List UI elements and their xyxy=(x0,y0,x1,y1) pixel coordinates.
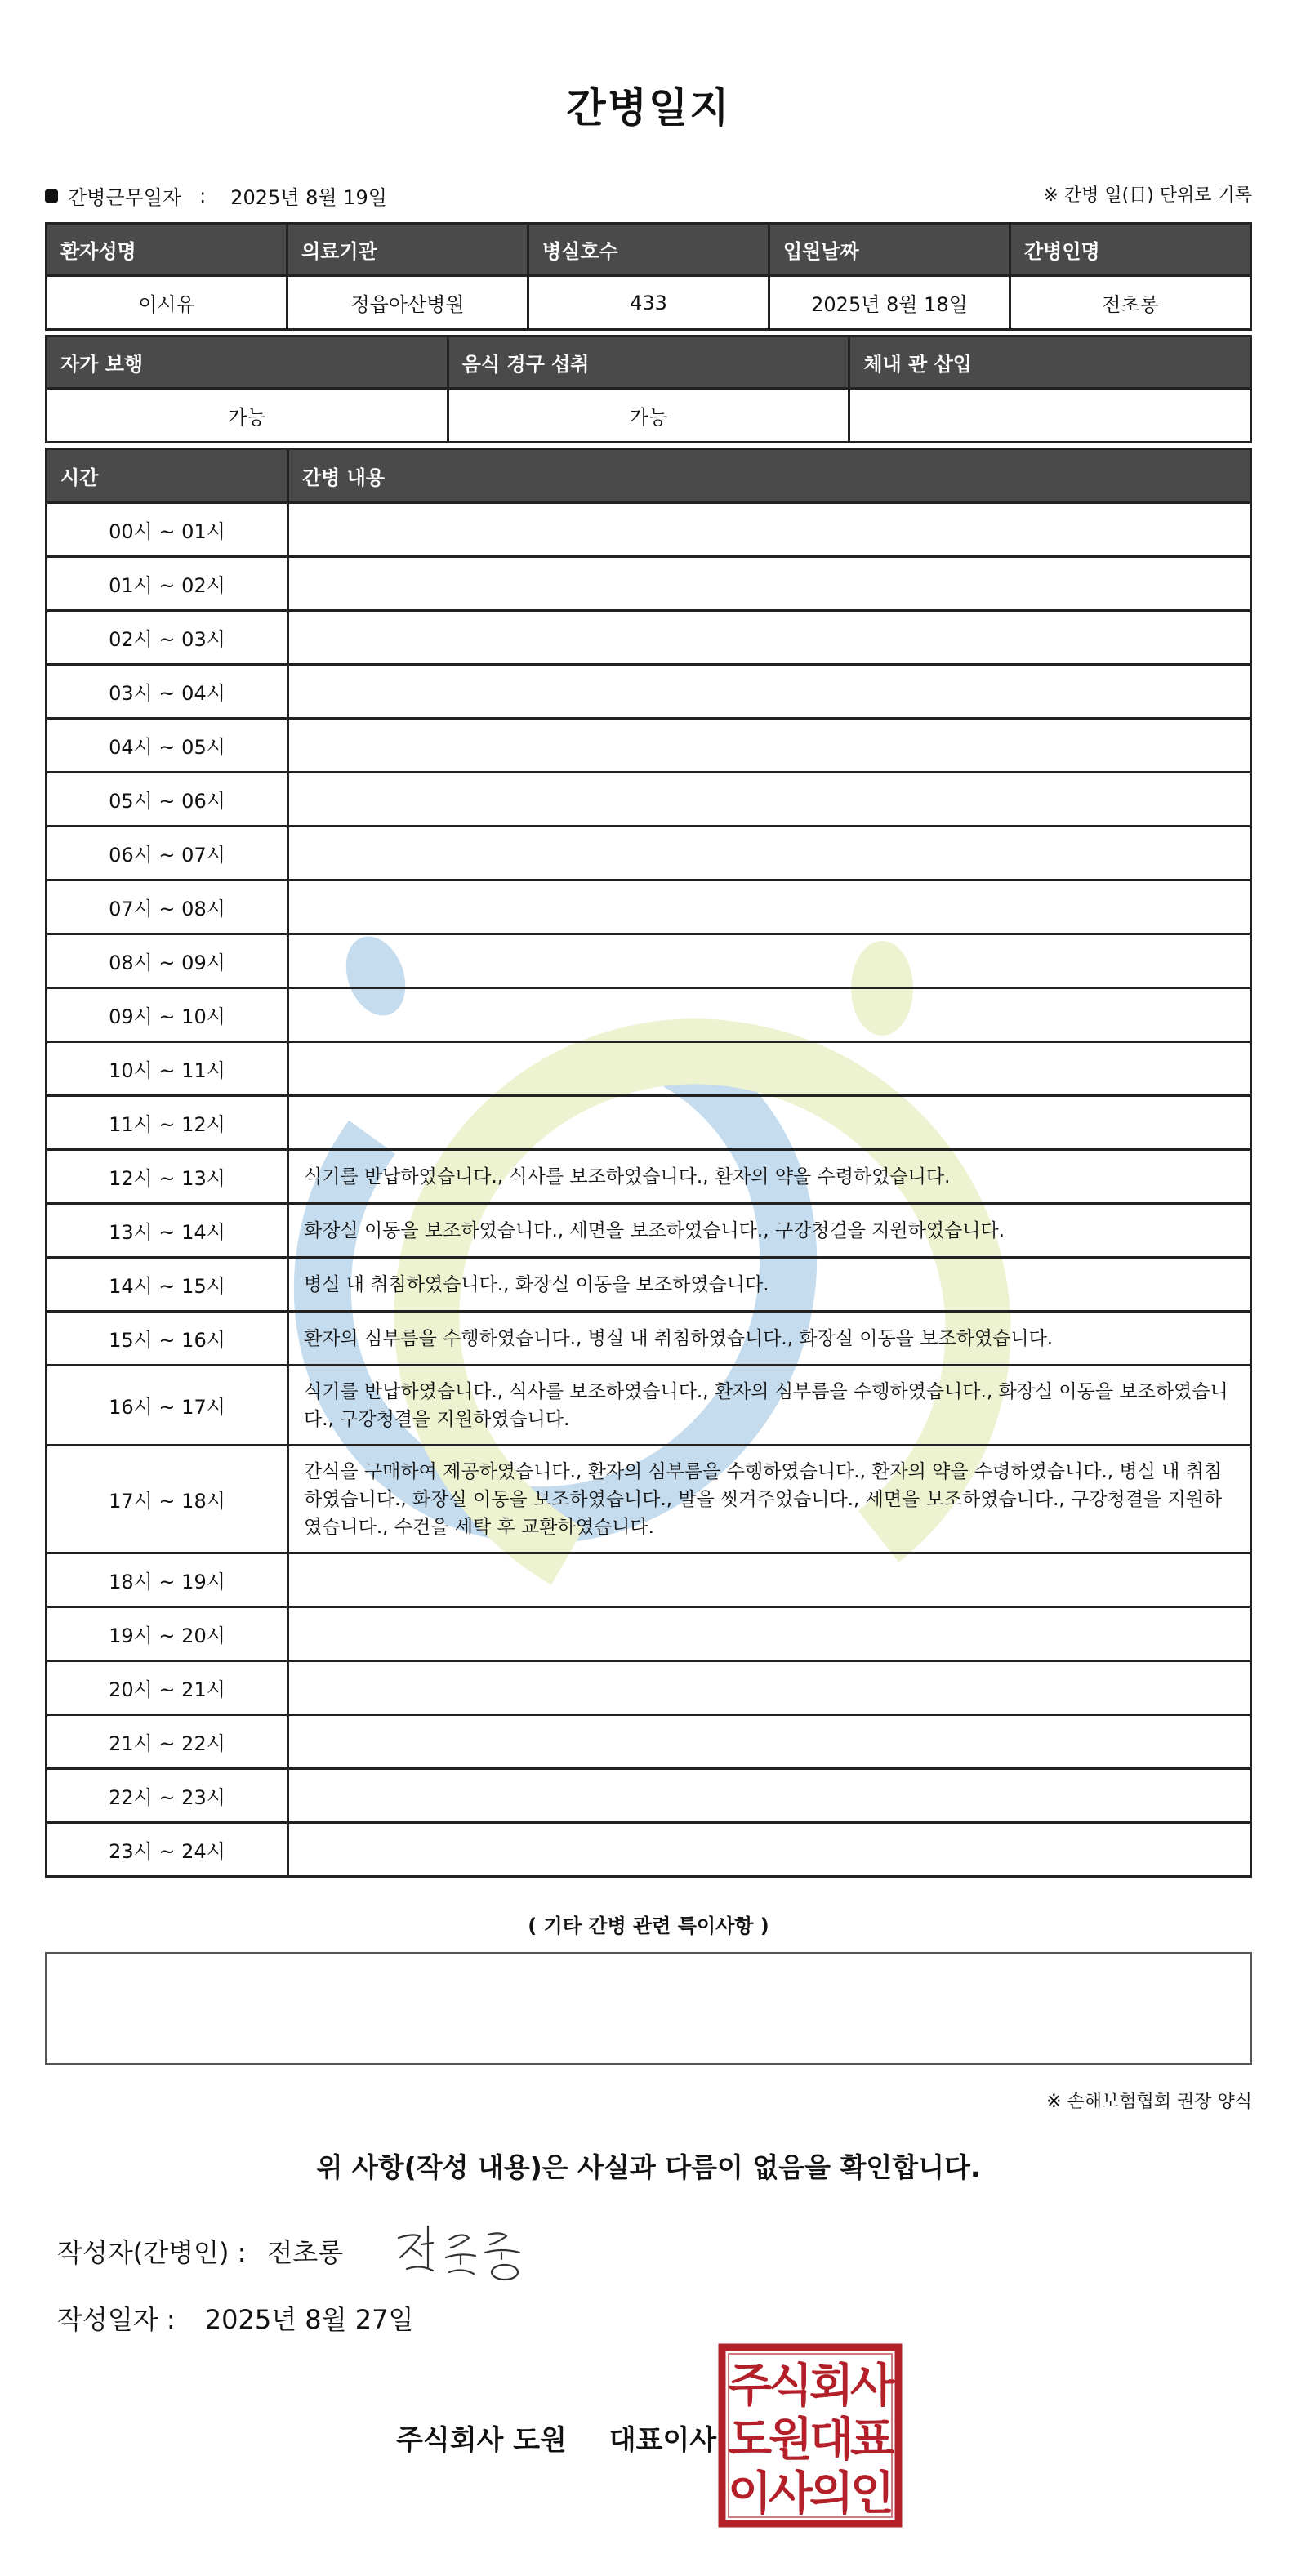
log-row xyxy=(47,1204,1251,1258)
work-date-colon: : xyxy=(199,184,207,207)
log-row-content xyxy=(288,1553,1251,1607)
log-row-time: 17시 ~ 18시 xyxy=(47,1446,288,1553)
log-row-time: 18시 ~ 19시 xyxy=(47,1553,288,1607)
log-row-content xyxy=(288,934,1251,988)
log-row xyxy=(47,1096,1251,1150)
log-row-content xyxy=(288,719,1251,773)
written-date-line xyxy=(57,2299,413,2337)
log-header-row xyxy=(47,449,1251,503)
log-row xyxy=(47,719,1251,773)
log-row xyxy=(47,1042,1251,1096)
log-row-content xyxy=(288,611,1251,665)
log-row xyxy=(47,1366,1251,1446)
unit-note: ※ 간병 일(日) 단위로 기록 xyxy=(1043,185,1252,206)
log-row-time: 20시 ~ 21시 xyxy=(47,1661,288,1715)
seal-char: 주 xyxy=(727,2360,773,2413)
log-row-content xyxy=(288,1096,1251,1150)
log-row-content xyxy=(288,1607,1251,1661)
seal-char: 사 xyxy=(849,2360,895,2413)
seal-char: 표 xyxy=(849,2413,895,2467)
header-hospital: 의료기관 xyxy=(287,224,528,276)
value-patient-name: 이시유 xyxy=(47,276,287,330)
log-row-content xyxy=(288,665,1251,719)
header-caregiver-name: 간병인명 xyxy=(1010,224,1251,276)
log-body xyxy=(47,503,1251,1877)
seal-char: 사 xyxy=(768,2467,813,2520)
seal-char: 도 xyxy=(727,2413,773,2467)
header-room: 병실호수 xyxy=(528,224,769,276)
status-header-row xyxy=(47,336,1251,389)
log-row xyxy=(47,1312,1251,1366)
patient-info-table xyxy=(45,222,1252,331)
log-row xyxy=(47,557,1251,611)
value-self-walking: 가능 xyxy=(47,389,448,443)
log-row-content xyxy=(288,503,1251,557)
log-row-time: 13시 ~ 14시 xyxy=(47,1204,288,1258)
log-row xyxy=(47,934,1251,988)
seal-char: 인 xyxy=(849,2467,895,2520)
header-oral-intake: 음식 경구 섭취 xyxy=(448,336,849,389)
log-row xyxy=(47,1823,1251,1877)
log-row xyxy=(47,503,1251,557)
log-row-content xyxy=(288,1715,1251,1769)
log-row-content: 간식을 구매하여 제공하였습니다., 환자의 심부름을 수행하였습니다., 환자의 약을 수령하였습니다., 병실 내 취침하였습니다., 화장실 이동을 보조하였습니다., 발을 씻겨주었습니다., 세면을 보조하였습니다., 구강청결을 지원하였습니다., 수건을 세탁 후 교환하였습니다. xyxy=(288,1446,1251,1553)
value-admission-date: 2025년 8월 18일 xyxy=(769,276,1010,330)
log-row-time: 15시 ~ 16시 xyxy=(47,1312,288,1366)
work-date-value: 2025년 8월 19일 xyxy=(230,186,387,209)
company-line xyxy=(396,2418,716,2458)
company-ceo-title: 대표이사 xyxy=(608,2424,717,2457)
log-row-time: 06시 ~ 07시 xyxy=(47,827,288,880)
value-tube-insertion xyxy=(849,389,1251,443)
log-row-time: 04시 ~ 05시 xyxy=(47,719,288,773)
status-value-row xyxy=(47,389,1251,443)
seal-char: 이 xyxy=(727,2467,773,2520)
log-row xyxy=(47,988,1251,1042)
log-row xyxy=(47,665,1251,719)
log-row-content xyxy=(288,773,1251,827)
log-row xyxy=(47,1715,1251,1769)
header-admission-date: 입원날짜 xyxy=(769,224,1010,276)
log-row-content: 식기를 반납하였습니다., 식사를 보조하였습니다., 환자의 약을 수령하였습니다. xyxy=(288,1150,1251,1204)
log-row-content xyxy=(288,1769,1251,1823)
patient-value-row xyxy=(47,276,1251,330)
log-row-time: 11시 ~ 12시 xyxy=(47,1096,288,1150)
log-row-content xyxy=(288,1823,1251,1877)
seal-char: 대 xyxy=(809,2413,854,2467)
seal-char: 회 xyxy=(809,2360,854,2413)
written-date-value: 2025년 8월 27일 xyxy=(204,2304,414,2335)
log-row xyxy=(47,773,1251,827)
log-row xyxy=(47,827,1251,880)
seal-char: 원 xyxy=(768,2413,813,2467)
bullet-icon xyxy=(45,189,58,203)
log-row-time: 02시 ~ 03시 xyxy=(47,611,288,665)
log-row-time: 21시 ~ 22시 xyxy=(47,1715,288,1769)
header-time: 시간 xyxy=(47,449,288,503)
log-row-time: 12시 ~ 13시 xyxy=(47,1150,288,1204)
log-row-time: 22시 ~ 23시 xyxy=(47,1769,288,1823)
header-self-walking: 자가 보행 xyxy=(47,336,448,389)
confirmation-statement: 위 사항(작성 내용)은 사실과 다름이 없음을 확인합니다. xyxy=(316,2151,981,2183)
value-hospital: 정읍아산병원 xyxy=(287,276,528,330)
header-tube-insertion: 체내 관 삽입 xyxy=(849,336,1251,389)
log-row-time: 01시 ~ 02시 xyxy=(47,557,288,611)
log-row-content xyxy=(288,1042,1251,1096)
log-row xyxy=(47,1150,1251,1204)
log-row-time: 07시 ~ 08시 xyxy=(47,880,288,934)
special-notes-box xyxy=(45,1952,1252,2065)
log-row-content xyxy=(288,557,1251,611)
log-row-content: 병실 내 취침하였습니다., 화장실 이동을 보조하였습니다. xyxy=(288,1258,1251,1312)
log-row-content xyxy=(288,1661,1251,1715)
special-notes-title: ( 기타 간병 관련 특이사항 ) xyxy=(528,1914,769,1937)
meta-row xyxy=(45,181,1252,209)
value-room: 433 xyxy=(528,276,769,330)
page-title: 간병일지 xyxy=(566,84,731,131)
written-date-label: 작성일자 : xyxy=(57,2304,176,2335)
log-row xyxy=(47,611,1251,665)
log-row xyxy=(47,1446,1251,1553)
log-row-time: 05시 ~ 06시 xyxy=(47,773,288,827)
log-row-time: 09시 ~ 10시 xyxy=(47,988,288,1042)
log-row-time: 08시 ~ 09시 xyxy=(47,934,288,988)
log-row-time: 10시 ~ 11시 xyxy=(47,1042,288,1096)
company-name: 주식회사 도원 xyxy=(396,2424,567,2457)
log-row-content: 식기를 반납하였습니다., 식사를 보조하였습니다., 환자의 심부름을 수행하였습니다., 화장실 이동을 보조하였습니다., 구강청결을 지원하였습니다. xyxy=(288,1366,1251,1446)
handwritten-signature xyxy=(392,2215,539,2289)
log-row xyxy=(47,1661,1251,1715)
writer-name: 전초롱 xyxy=(267,2237,344,2268)
log-row-time: 14시 ~ 15시 xyxy=(47,1258,288,1312)
log-row-content xyxy=(288,988,1251,1042)
log-row-content xyxy=(288,880,1251,934)
log-row-time: 03시 ~ 04시 xyxy=(47,665,288,719)
writer-line xyxy=(57,2232,343,2270)
log-row-content: 환자의 심부름을 수행하였습니다., 병실 내 취침하였습니다., 화장실 이동을 보조하였습니다. xyxy=(288,1312,1251,1366)
value-oral-intake: 가능 xyxy=(448,389,849,443)
writer-label: 작성자(간병인) : xyxy=(57,2237,247,2268)
log-row-content xyxy=(288,827,1251,880)
log-row xyxy=(47,1553,1251,1607)
log-row xyxy=(47,1258,1251,1312)
work-date-label: 간병근무일자 xyxy=(68,186,182,209)
work-date-block xyxy=(45,181,387,210)
seal-char: 의 xyxy=(809,2467,854,2520)
company-seal-stamp xyxy=(717,2342,903,2529)
value-caregiver-name: 전초롱 xyxy=(1010,276,1251,330)
log-row-time: 19시 ~ 20시 xyxy=(47,1607,288,1661)
patient-status-table xyxy=(45,335,1252,443)
recommend-note: ※ 손해보험협회 권장 양식 xyxy=(1046,2092,1252,2112)
log-row-time: 00시 ~ 01시 xyxy=(47,503,288,557)
log-row-content: 화장실 이동을 보조하였습니다., 세면을 보조하였습니다., 구강청결을 지원하였습니다. xyxy=(288,1204,1251,1258)
patient-header-row xyxy=(47,224,1251,276)
log-row xyxy=(47,880,1251,934)
log-row-time: 16시 ~ 17시 xyxy=(47,1366,288,1446)
log-row xyxy=(47,1607,1251,1661)
log-row-time: 23시 ~ 24시 xyxy=(47,1823,288,1877)
log-row xyxy=(47,1769,1251,1823)
header-patient-name: 환자성명 xyxy=(47,224,287,276)
seal-char: 식 xyxy=(768,2360,813,2413)
header-care-content: 간병 내용 xyxy=(288,449,1251,503)
care-log-table xyxy=(45,448,1252,1878)
